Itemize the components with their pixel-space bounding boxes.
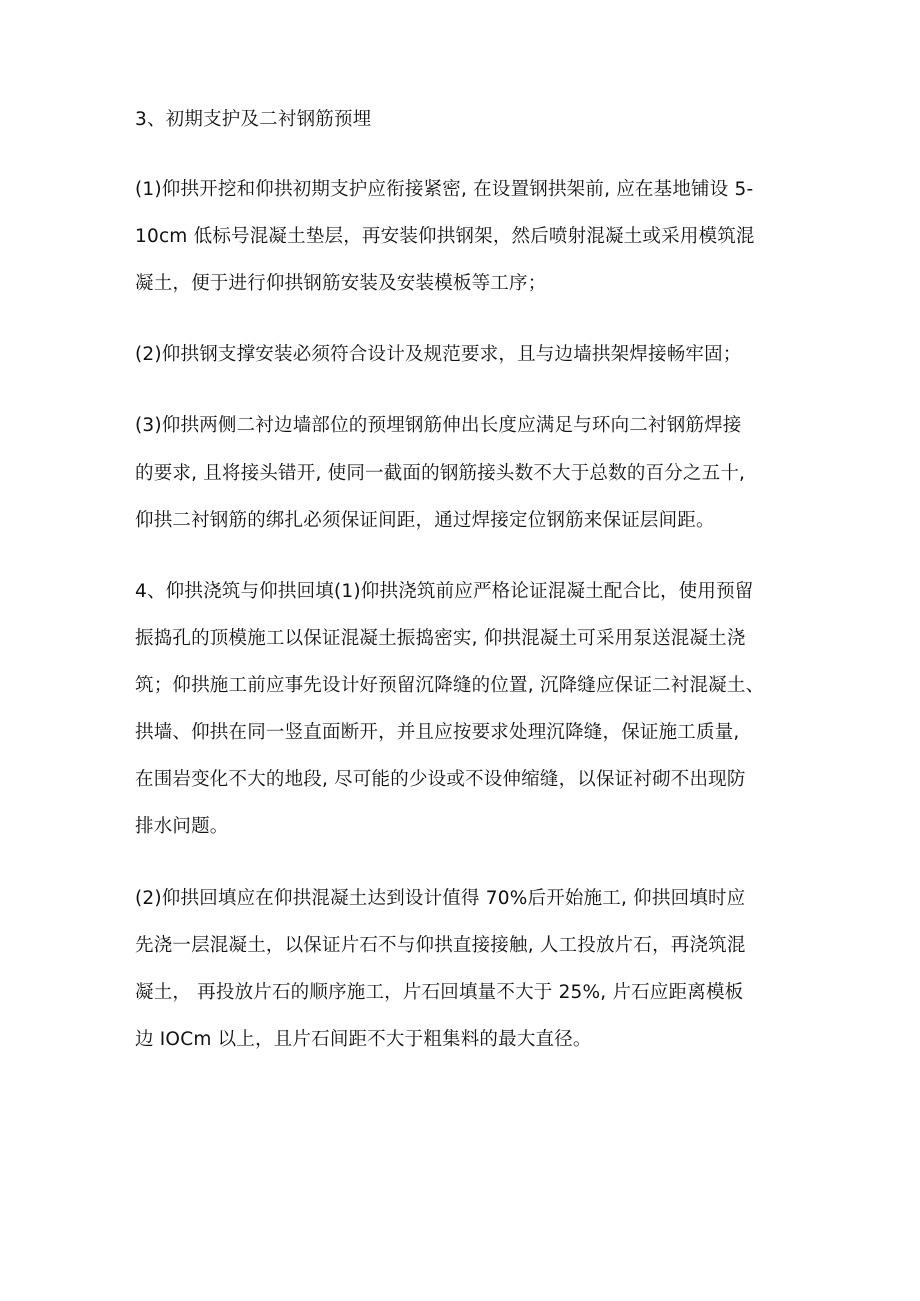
paragraph-5-line-1: (2)仰拱回填应在仰拱混凝土达到设计值得 70%后开始施工, 仰拱回填时应 bbox=[135, 888, 746, 909]
paragraph-4-line-3: 筑；仰拱施工前应事先设计好预留沉降缝的位置, 沉降缝应保证二衬混凝土、 bbox=[135, 675, 765, 696]
paragraph-3-line-2: 的要求, 且将接头错开, 使同一截面的钢筋接头数不大于总数的百分之五十, bbox=[135, 463, 746, 484]
paragraph-1-line-1: (1)仰拱开挖和仰拱初期支护应衔接紧密, 在设置钢拱架前, 应在基地铺设 5- bbox=[135, 179, 754, 200]
paragraph-1-line-3: 凝土，便于进行仰拱钢筋安装及安装模板等工序； bbox=[135, 273, 547, 294]
paragraph-1-line-2: 10cm 低标号混凝土垫层，再安装仰拱钢架，然后喷射混凝土或采用模筑混 bbox=[135, 226, 755, 247]
paragraph-4-line-2: 振捣孔的顶模施工以保证混凝土振捣密实, 仰拱混凝土可采用泵送混凝土浇 bbox=[135, 628, 746, 649]
paragraph-5-line-3: 凝土， 再投放片石的顺序施工，片石回填量不大于 25%, 片石应距离模板 bbox=[135, 982, 744, 1003]
paragraph-2-line-1: (2)仰拱钢支撑安装必须符合设计及规范要求，且与边墙拱架焊接畅牢固； bbox=[135, 344, 742, 365]
paragraph-5-line-4: 边 IOCm 以上，且片石间距不大于粗集料的最大直径。 bbox=[135, 1029, 592, 1050]
paragraph-3-line-3: 仰拱二衬钢筋的绑扎必须保证间距，通过焊接定位钢筋来保证层间距。 bbox=[135, 510, 715, 531]
paragraph-4-line-6: 排水问题。 bbox=[135, 816, 229, 837]
section-heading-3: 3、初期支护及二衬钢筋预埋 bbox=[135, 109, 372, 130]
paragraph-3-line-1: (3)仰拱两侧二衬边墙部位的预埋钢筋伸出长度应满足与环向二衬钢筋焊接 bbox=[135, 415, 742, 436]
paragraph-4-line-5: 在围岩变化不大的地段, 尽可能的少设或不设伸缩缝，以保证衬砌不出现防 bbox=[135, 769, 746, 790]
paragraph-4-line-4: 拱墙、仰拱在同一竖直面断开，并且应按要求处理沉降缝，保证施工质量, bbox=[135, 722, 740, 743]
paragraph-4-line-1: 4、仰拱浇筑与仰拱回填(1)仰拱浇筑前应严格论证混凝土配合比，使用预留 bbox=[135, 581, 754, 602]
paragraph-5-line-2: 先浇一层混凝土，以保证片石不与仰拱直接接触, 人工投放片石，再浇筑混 bbox=[135, 935, 746, 956]
